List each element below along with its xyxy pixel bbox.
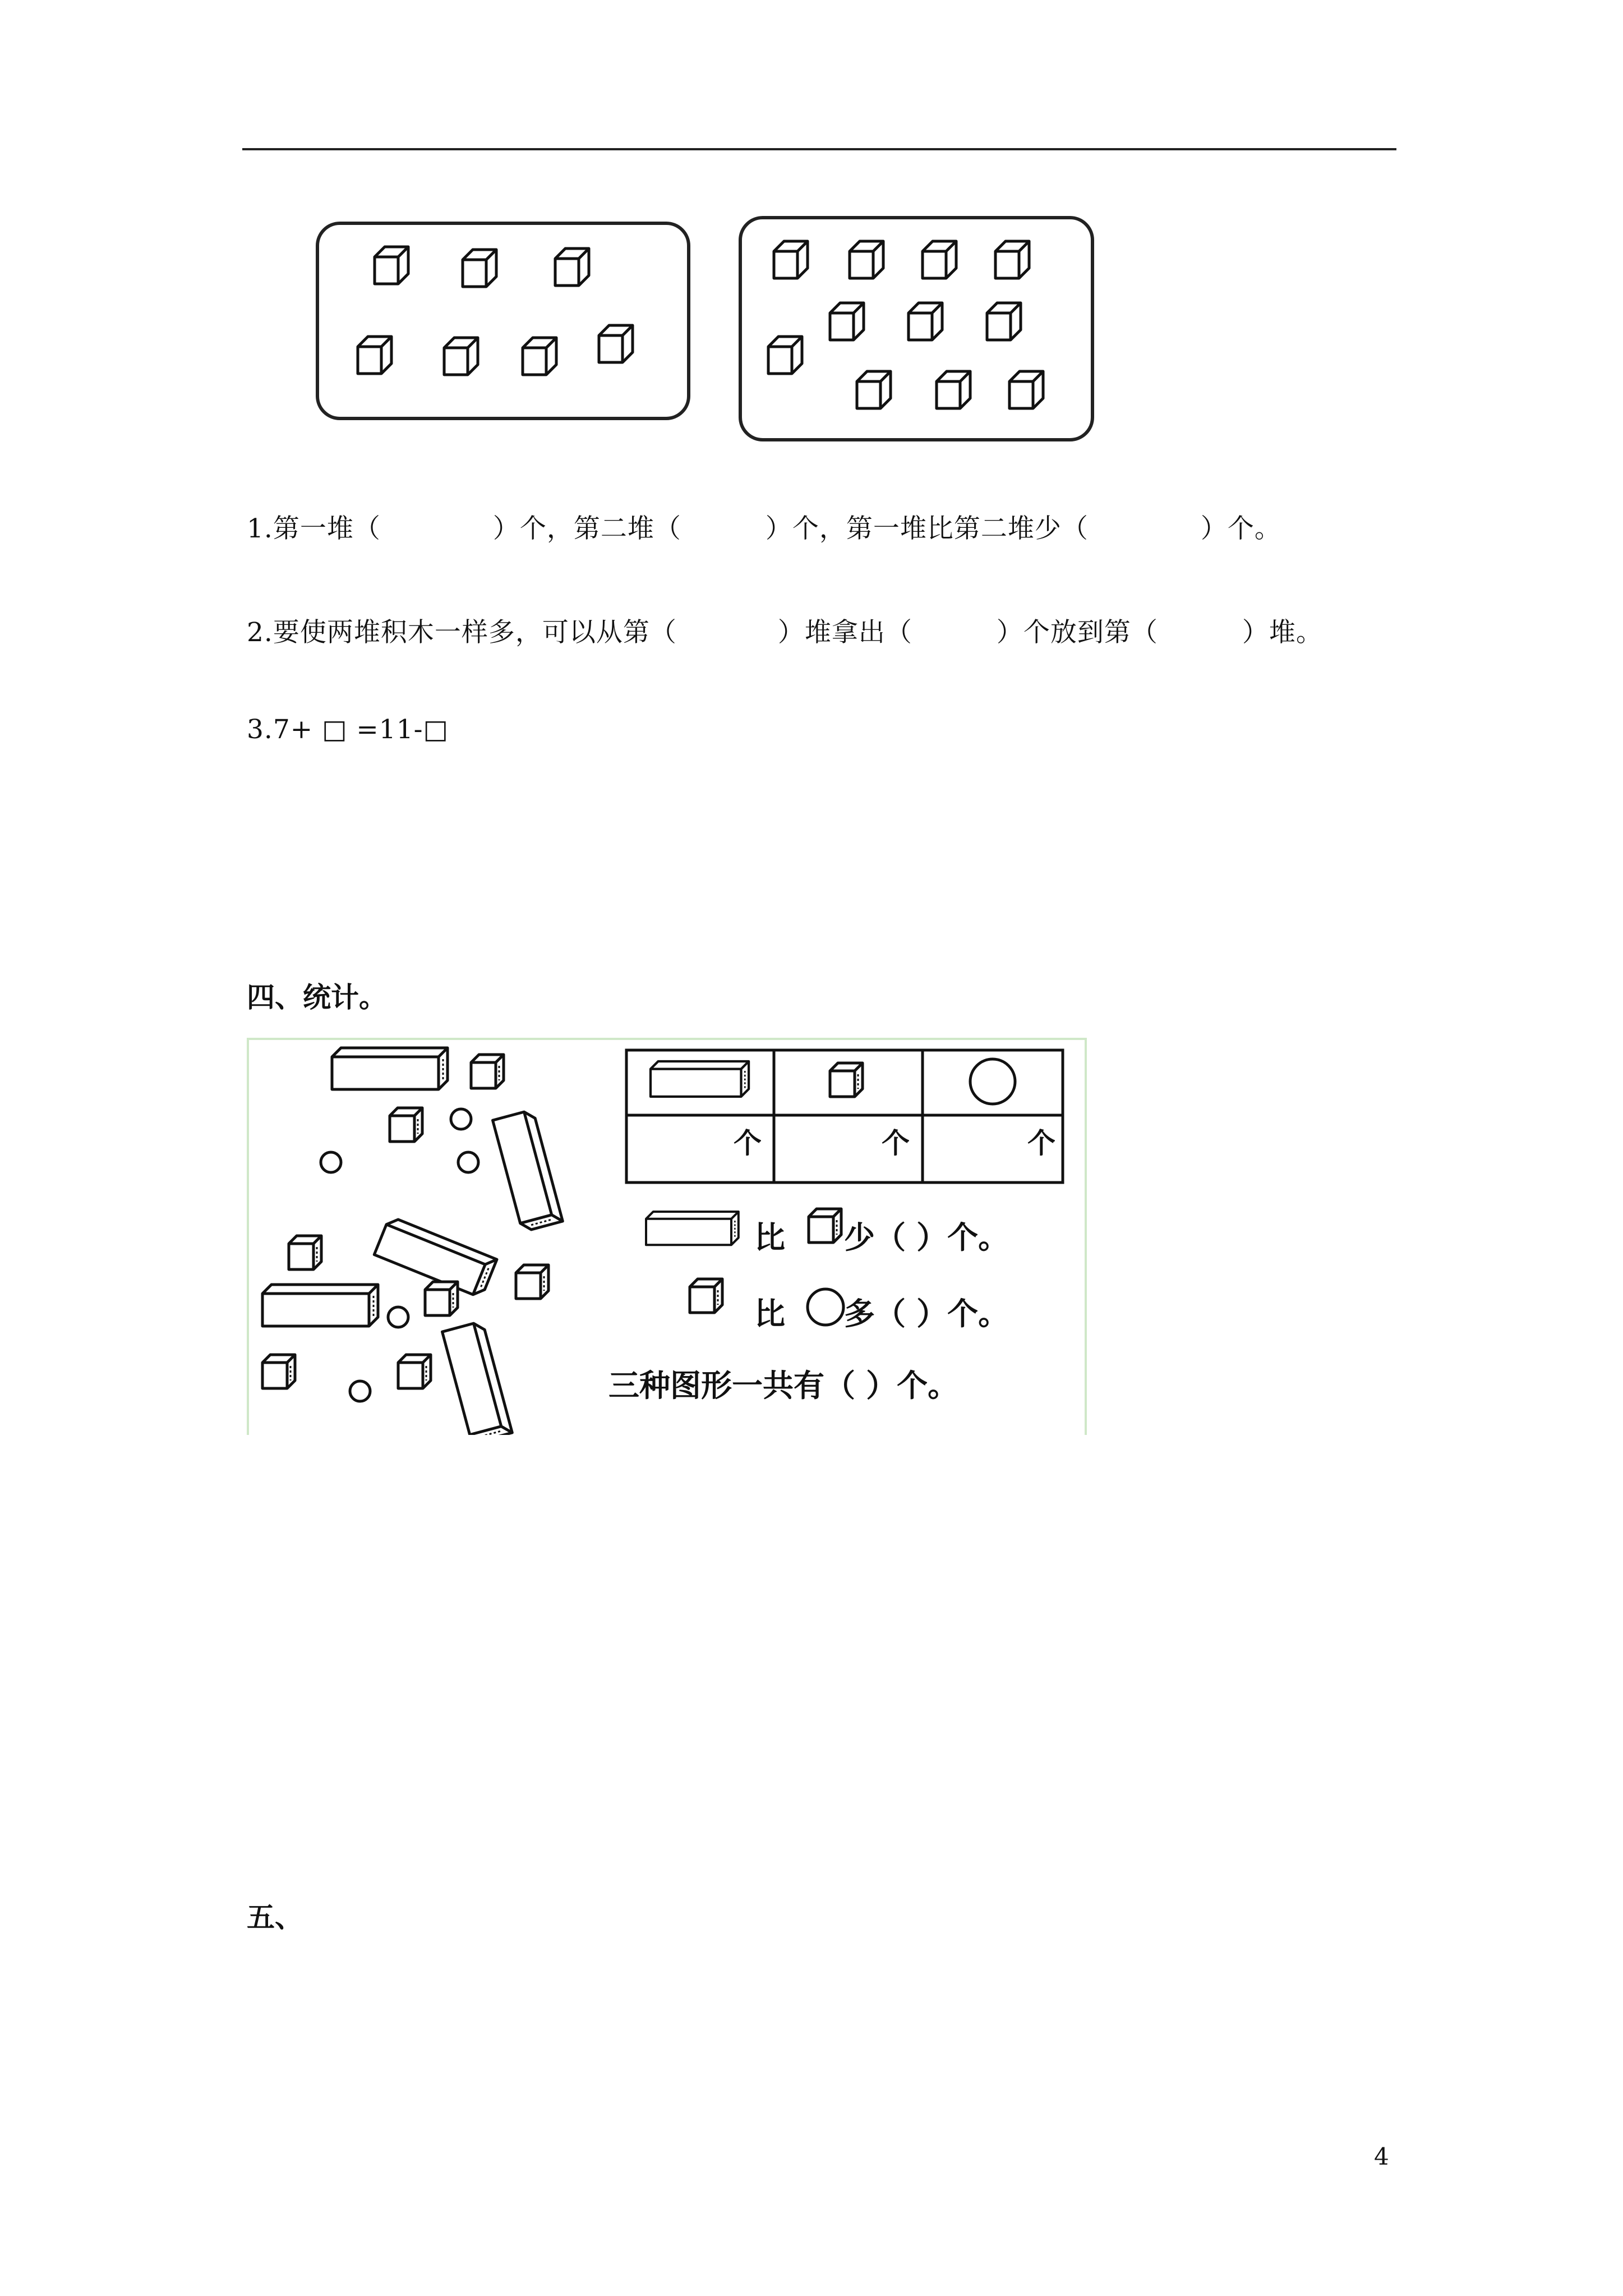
cube-shape: [425, 1282, 458, 1315]
cube-shape: [390, 1108, 422, 1142]
q2-suffix: ）堆。: [1242, 617, 1323, 648]
circle-shape: [458, 1152, 478, 1172]
cube-shape: [516, 1265, 548, 1299]
block-piles-illustration: [314, 213, 1110, 449]
q1-suffix: ）个。: [1200, 513, 1281, 544]
prism-shape: [493, 1110, 563, 1232]
tally-unit-1: 个: [734, 1127, 762, 1159]
circle-shape: [321, 1152, 341, 1172]
tally-unit-2: 个: [882, 1127, 910, 1159]
prism-shape: [262, 1285, 378, 1326]
section-four-heading: 四、统计。: [247, 981, 387, 1014]
q1-part2: ）个，第二堆（: [492, 513, 681, 544]
q2-part2: ）堆拿出（: [777, 617, 912, 648]
pile-one-cubes: [358, 247, 633, 375]
table-circle-icon: [970, 1059, 1015, 1104]
q2-prefix: 2.要使两堆积木一样多，可以从第（: [247, 617, 677, 648]
cube-shape: [262, 1355, 295, 1388]
question-2: [247, 611, 1323, 649]
stats-s1-rest: 少（ ）个。: [844, 1220, 1009, 1255]
table-cube-icon: [830, 1063, 863, 1097]
stats-sentence-1: [754, 1213, 1009, 1257]
stats-s2-rest: 多（ ）个。: [844, 1296, 1009, 1332]
tally-unit-3: 个: [1027, 1127, 1055, 1159]
table-prism-icon: [651, 1061, 749, 1097]
stats-sentence-2: [754, 1289, 1009, 1333]
cube-shape: [471, 1055, 504, 1088]
prism-shape: [442, 1321, 513, 1435]
sentence-prism-icon: [646, 1212, 739, 1245]
header-rule: [242, 148, 1396, 150]
question-1: [247, 508, 1281, 545]
cube-shape: [289, 1236, 321, 1269]
pile-one-box: [317, 223, 689, 418]
sentence-cube-icon: [690, 1279, 722, 1313]
stats-s2-bi: 比: [754, 1296, 786, 1332]
q1-part3: ）个，第一堆比第二堆少（: [765, 513, 1089, 544]
q1-prefix: 1.第一堆（: [247, 513, 381, 544]
circle-shape: [350, 1381, 370, 1401]
stats-sentence-3: 三种图形一共有（ ）个。: [608, 1368, 959, 1404]
prism-shape: [332, 1048, 448, 1089]
section-five-heading: 五、: [247, 1901, 303, 1934]
circle-shape: [451, 1109, 471, 1129]
q2-part3: ）个放到第（: [996, 617, 1158, 648]
pile-two-cubes: [768, 241, 1043, 408]
circle-shape: [388, 1307, 408, 1327]
cube-shape: [398, 1355, 431, 1388]
page-number: 4: [1374, 2143, 1389, 2170]
tally-table: [626, 1050, 1063, 1182]
stats-s1-bi: 比: [754, 1220, 786, 1255]
question-3: 3.7+ □ =11-□: [247, 714, 449, 745]
